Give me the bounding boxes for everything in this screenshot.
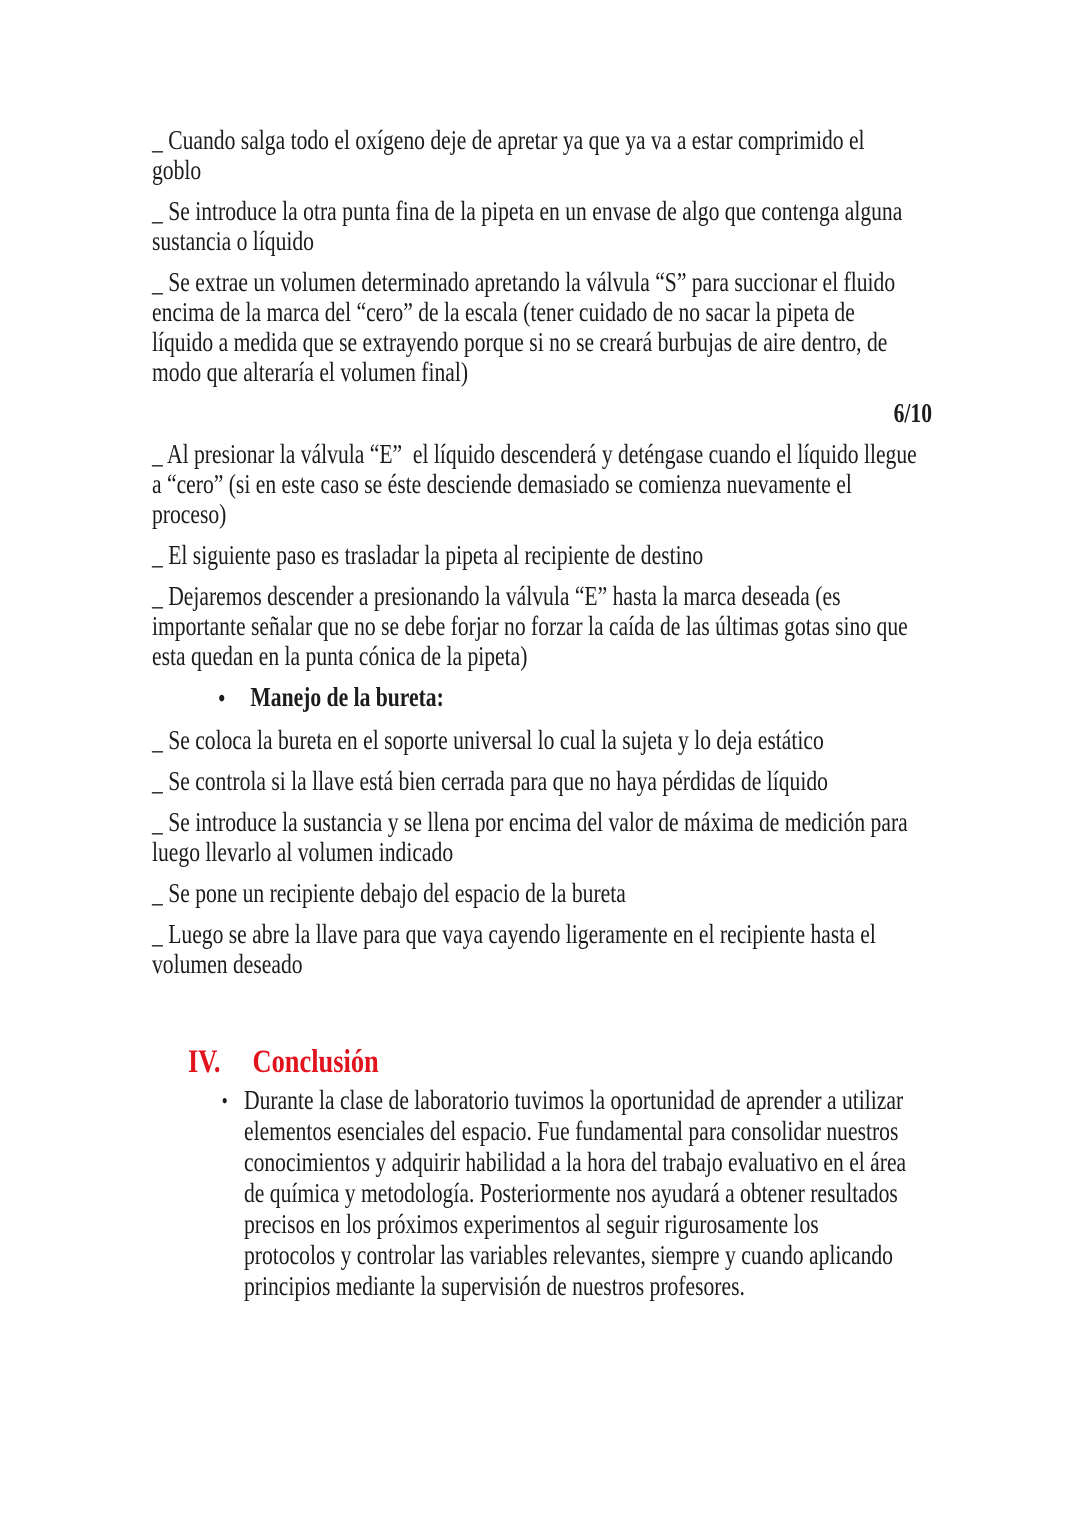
bullet-icon: • (218, 686, 226, 712)
paragraph-line: _ Cuando salga todo el oxígeno deje de apretar ya que ya va a estar comprimido el (152, 125, 865, 155)
paragraph (152, 196, 932, 256)
paragraph-line: sustancia o líquido (152, 226, 314, 256)
paragraph-line: precisos en los próximos experimentos al seguir rigurosamente los (244, 1209, 819, 1239)
paragraph-line: de química y metodología. Posteriormente nos ayudará a obtener resultados (244, 1178, 898, 1208)
paragraph (152, 439, 932, 529)
paragraph-line: _ Luego se abre la llave para que vaya cayendo ligeramente en el recipiente hasta el (152, 919, 876, 949)
conclusion-heading-number: IV. (188, 1044, 221, 1080)
paragraph-line: Durante la clase de laboratorio tuvimos la oportunidad de aprender a utilizar (244, 1085, 904, 1115)
paragraph-line: a “cero” (si en este caso se éste desciende demasiado se comienza nuevamente el (152, 469, 852, 499)
paragraph-line: principios mediante la supervisión de nuestros profesores. (244, 1271, 745, 1301)
paragraph-line: volumen deseado (152, 949, 303, 979)
paragraph-line: protocolos y controlar las variables relevantes, siempre y cuando aplicando (244, 1240, 893, 1270)
paragraph-line: _ Al presionar la válvula “E” el líquido descenderá y deténgase cuando el líquido llegue (152, 439, 917, 469)
paragraph-line: esta quedan en la punta cónica de la pipeta) (152, 641, 528, 671)
paragraph-line: _ Se coloca la bureta en el soporte universal lo cual la sujeta y lo deja estático (152, 725, 824, 755)
paragraph-line: _ Se pone un recipiente debajo del espacio de la bureta (152, 878, 626, 908)
paragraph (152, 919, 932, 979)
paragraph-line: conocimientos y adquirir habilidad a la hora del trabajo evaluativo en el área (244, 1147, 907, 1177)
paragraph (152, 267, 932, 387)
paragraph (152, 125, 932, 185)
paragraph-line: modo que alteraría el volumen final) (152, 357, 469, 387)
paragraph (152, 766, 932, 796)
paragraph-line: _ Se introduce la otra punta fina de la pipeta en un envase de algo que contenga alguna (152, 196, 903, 226)
page-number-marker: 6/10 (893, 398, 932, 428)
paragraph (152, 725, 932, 755)
paragraph (152, 540, 932, 570)
paragraph-line: _ El siguiente paso es trasladar la pipeta al recipiente de destino (152, 540, 704, 570)
bureta-section-heading-label: Manejo de la bureta: (250, 682, 444, 712)
paragraph-line: goblo (152, 155, 202, 185)
paragraph (152, 878, 932, 908)
paragraph (152, 581, 932, 671)
paragraph-line: líquido a medida que se extrayendo porque si no se creará burbujas de aire dentro, de (152, 327, 888, 357)
conclusion-heading-title: Conclusión (252, 1044, 379, 1080)
paragraph-line: _ Dejaremos descender a presionando la válvula “E” hasta la marca deseada (es (152, 581, 841, 611)
paragraph-line: _ Se controla si la llave está bien cerrada para que no haya pérdidas de líquido (152, 766, 828, 796)
paragraph-line: _ Se introduce la sustancia y se llena por encima del valor de máxima de medición para (152, 807, 908, 837)
paragraph-line: elementos esenciales del espacio. Fue fundamental para consolidar nuestros (244, 1116, 899, 1146)
document-content (152, 0, 932, 1302)
bullet-icon: • (221, 1088, 228, 1113)
conclusion-paragraph (221, 1085, 932, 1302)
conclusion-heading (188, 1041, 932, 1083)
paragraph-line: _ Se extrae un volumen determinado apretando la válvula “S” para succionar el fluido (152, 267, 896, 297)
bureta-section-heading (152, 682, 932, 714)
paragraph-line: encima de la marca del “cero” de la escala (tener cuidado de no sacar la pipeta de (152, 297, 855, 327)
paragraph-line: importante señalar que no se debe forjar no forzar la caída de las últimas gotas sino que (152, 611, 908, 641)
paragraph (152, 807, 932, 867)
paragraph-line: proceso) (152, 499, 227, 529)
paragraph-line: luego llevarlo al volumen indicado (152, 837, 454, 867)
